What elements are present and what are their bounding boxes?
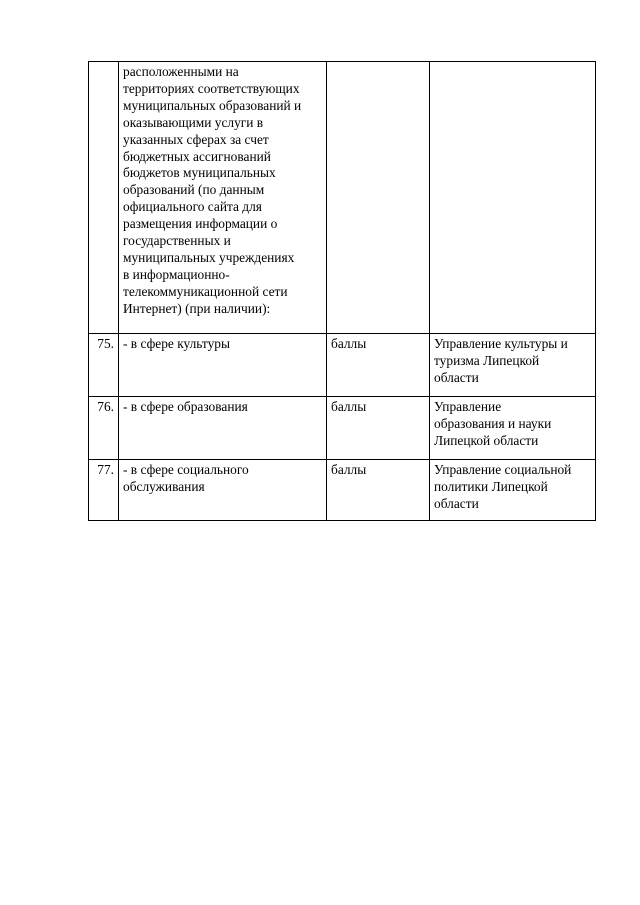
responsible-cell (430, 460, 596, 521)
responsible-line: Липецкой области (434, 432, 539, 448)
table-row (89, 460, 596, 521)
indicator-cell (119, 334, 327, 397)
unit-cell (327, 62, 430, 334)
responsible-line: Управление социальной (434, 462, 572, 477)
responsible-line: области (434, 369, 479, 385)
indicator-line: телекоммуникационной сети (123, 283, 288, 299)
table-row-continued (89, 62, 596, 334)
indicator-line: официального сайта для (123, 199, 262, 215)
indicators-table (88, 61, 596, 521)
responsible-cell (430, 397, 596, 460)
indicator-line: размещения информации о (123, 216, 278, 232)
row-number-cell: 76. (89, 397, 119, 460)
indicator-line: муниципальных учреждениях (123, 249, 295, 265)
responsible-line: туризма Липецкой (434, 352, 540, 368)
responsible-cell (430, 62, 596, 334)
unit-cell: баллы (327, 460, 430, 521)
indicator-line: - в сфере образования (123, 399, 248, 414)
indicator-line: - в сфере социального (123, 462, 249, 477)
indicator-line: территориях соответствующих (123, 80, 300, 96)
indicator-line: государственных и (123, 233, 231, 249)
row-number-cell: 77. (89, 460, 119, 521)
indicator-line: - в сфере культуры (123, 336, 230, 351)
indicator-cell (119, 62, 327, 334)
responsible-line: Управление культуры и (434, 336, 568, 351)
indicator-line: муниципальных образований и (123, 97, 302, 113)
responsible-line: области (434, 495, 479, 511)
indicator-line: в информационно- (123, 266, 230, 282)
indicator-line: расположенными на (123, 64, 239, 79)
indicator-cell (119, 460, 327, 521)
indicator-line: бюджетных ассигнований (123, 148, 271, 164)
indicator-line: оказывающими услуги в (123, 114, 264, 130)
indicator-line: бюджетов муниципальных (123, 165, 276, 181)
responsible-line: Управление (434, 399, 502, 414)
row-number-cell: 75. (89, 334, 119, 397)
responsible-line: политики Липецкой (434, 478, 548, 494)
unit-cell: баллы (327, 334, 430, 397)
responsible-cell (430, 334, 596, 397)
responsible-line: образования и науки (434, 415, 552, 431)
unit-cell: баллы (327, 397, 430, 460)
table-row (89, 397, 596, 460)
indicator-line: образований (по данным (123, 182, 265, 198)
indicator-line: указанных сферах за счет (123, 131, 269, 147)
row-number-cell (89, 62, 119, 334)
indicator-cell (119, 397, 327, 460)
indicator-line: обслуживания (123, 478, 205, 494)
table-row (89, 334, 596, 397)
indicator-line: Интернет) (при наличии): (123, 300, 271, 316)
